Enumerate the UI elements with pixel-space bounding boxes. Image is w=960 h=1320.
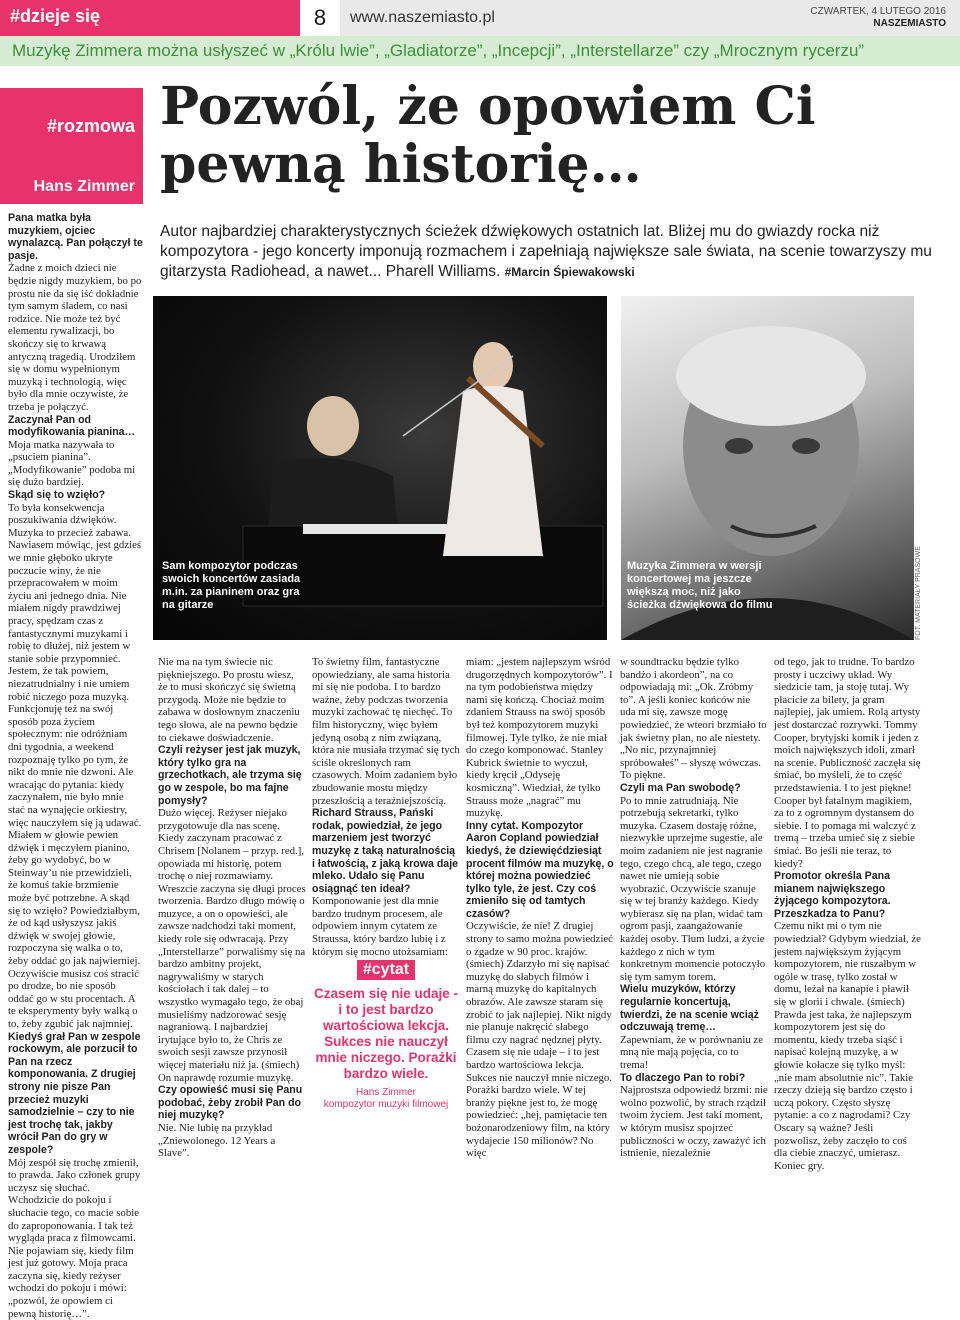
question: Skąd się to wzięło? [8,489,106,502]
pull-quote-role: kompozytor muzyki filmowej [323,1099,449,1110]
question: To dlaczego Pan to robi? [620,1071,746,1084]
answer: miam: „jestem najlepszym wśród drugorzędnych kompozytorów”. I na tym podobieństwa między nami się kończą. Chociaż moim zdaniem Strauss na swój sposób był też kompozytorem muzyki filmowej. Tyle tylko, że nie miał do czego komponować. Stanley Kubrick świetnie to wyczuł, kiedy kręcił „Odyseję kosmiczną”. Wiedział, że tylko Strauss może „nagrać” mu muzykę. [466,656,613,820]
teaser-banner: Muzykę Zimmera można usłyszeć w „Królu lwie”, „Gladiatorze”, „Incepcji”, „Interstellarze” czy „Mrocznym rycerzu” [0,36,960,66]
question: Inny cytat. Kompozytor Aaron Copland powiedział kiedyś, że dziewięćdziesiąt procent filmów ma muzykę, o której można powiedzieć tylko tyle, że jest. Czy coś zmieniło się od tamtych czasów? [466,819,614,920]
pull-quote-name: Hans Zimmer [355,1087,416,1098]
pull-quote-text: Czasem się nie udaje - i to jest bardzo wartościowa lekcja. Sukces nie nauczył mnie niczego. Porażki bardzo wiele. [313,986,459,1081]
brand-name: NASZEMIASTO [873,18,946,29]
question: Kiedyś grał Pan w zespole rockowym, ale porzucił to Pan na rzecz komponowania. Z drugiej strony nie pisze Pan przecież muzyki samodzielnie – czy to nie jest trochę tak, jakby wrócił Pan do gry w zespole? [8,1030,141,1156]
answer: To była konsekwencja poszukiwania dźwięków. Muzyka to przecież zabawa. Nawiasem mówiąc, jest gdzieś we mnie głęboko ukryte poczucie winy, że nie przepracowałem w moim życiu ani jednego dnia. Nie miałem nigdy prawdziwej pracy, spędzam czas z fantastycznymi muzykami i robię to dłużej, niż jestem w stanie sobie przypomnieć. Jestem, że tak powiem, niezatrudnialny i nie umiem robić niczego poza muzyką. Funkcjonuję też na swój sposób poza życiem społecznym: nie odróżniam dni tygodnia, a weekend rozpoznaję tylko po tym, że nikt do mnie nie dzwoni. Ale wracając do pytania: kiedy zaczynałem, nie było mnie stać na wynajęcie orkiestry, więc nauczyłem się ją udawać. Miałem w głowie pewien dźwięk i męczyłem pianino, żeby go wydobyć, bo w Steinway’u nie przewidzieli, że komuś takie brzmienie może być potrzebne. A skąd się to wzięło? Powiedziałbym, że od kąd usłyszysz jakiś dźwięk w swojej głowie, rozpoczyna się walka o to, żeby oddać go jak najwierniej. Oczywiście musisz coś stracić po drodze, bo nie sposób oddać go w stu procentach. A te eksperymenty były walką o to, żeby zgubić jak najmniej. [8,501,142,1030]
question: Wielu muzyków, którzy regularnie koncertują, twierdzi, że na scenie wciąż odczuwają tremę… [620,983,759,1034]
question: Czy opowieść musi się Panu podobać, żeby zrobił Pan do niej muzykę? [158,1084,303,1122]
answer: Nie. Nie lubię na przykład „Zniewolonego. 12 Years a Slave”. [158,1121,276,1160]
answer: od tego, jak to trudne. To bardzo prosty i uczciwy układ. Wy siedzicie tam, ja stoję tutaj. Wy płacicie za bilety, ja gram najlepiej, jak umiem. Rolą artysty jest dostarczać rozrywki. Tommy Cooper, brytyjski komik i jeden z moich największych idoli, zmarł na scenie. Publiczność zaczęła się śmiać, bo myśleli, że to część przedstawienia. I to jest piękne! Cooper był fatalnym magikiem, za to z ogromnym dystansem do siebie. I to pomaga mi walczyć z tremą – trzeba umieć się z siebie śmiać. Bo jeśli nie teraz, to kiedy? [774,656,921,870]
answer: Mój zespół się trochę zmienił, to prawda. Jako członek grupy uczysz się słuchać. Wchodzicie do pokoju i słuchacie tego, co macie sobie do zaproponowania. I tak też wygląda praca z filmowcami. Nie pojawiam się, kiedy film jest już gotowy. Moja praca zaczyna się, kiedy reżyser wchodzi do pokoju i mówi: „pozwól, że opowiem ci pewną historię…”. [8,1156,141,1320]
answer: Najprostsza odpowiedź brzmi: nie wolno pozwolić, by strach rządził twoim życiem. Jest taki moment, w którym musisz spojrzeć publiczności w oczy, zaważyć ich istnienie, niezależnie [620,1084,768,1160]
pull-quote-tag: #cytat [357,960,415,980]
answer: Komponowanie jest dla mnie bardzo trudnym procesem, ale odpowiem innym cytatem ze Straussa, który bardzo lubię i z którym się mocno utożsamiam: [312,895,448,958]
site-url[interactable]: www.naszemiasto.pl [340,0,960,36]
headline: Pozwól, że opowiem Ci pewną historię… [160,76,816,195]
question: Richard Strauss, Pański rodak, powiedział, że jego marzeniem jest tworzyć muzykę z taką naturalnością i łatwością, z jaką krowa daje mleko. Udało się Panu osiągnąć ten ideał? [312,807,459,895]
page-number: 8 [313,5,327,30]
article-column-1 [158,656,306,1160]
photo-caption-concert: Sam kompozytor podczas swoich koncertów zasiada m.in. za pianinem oraz gra na gitarze [162,560,301,611]
answer: To świetny film, fantastyczne opowiedziany, ale sama historia mi się nie podoba. I to bardzo ważne, żeby podczas tworzenia muzyki zachować tę niechęć. To film historyczny, więc byłem jedyną osobą z nim związaną, która nie musiała trzymać się tych ściśle określonych ram czasowych. Moim zadaniem było zbudowanie mostu między przeszłością a teraźniejszością. [312,656,460,807]
lead-paragraph [160,222,940,282]
lead-text: Autor najbardziej charakterystycznych ścieżek dźwiękowych ostatnich lat. Bliżej mu do gwiazdy rocka niż kompozytora - jego koncerty imponują rozmachem i zapełniają największe sale świata, na scenie towarzyszy mu gitarzysta Radiohead, a nawet... Pharell Williams. [160,223,932,280]
article-column-5 [774,656,922,1172]
answer: w soundtracku będzie tylko bandżo i akordeon”, na co odpowiadają mi: „Ok. Zróbmy to”. A jeśli koniec końców nie uda mi się, zawsze mogę powiedzieć, że wteori brzmiało to jak świetny plan, no ale niestety. „No nic, przynajmniej spróbowałeś” – słyszę wówczas. To piękne. [620,656,767,782]
article-column-3 [466,656,614,1160]
interview-tag: #rozmowa [46,116,135,136]
pull-quote [312,960,460,1111]
answer: Moja matka nazywała to „psuciem pianina”. „Modyfikowanie” podoba mi się dużo bardziej. [8,438,136,489]
answer: Żadne z moich dzieci nie będzie nigdy muzykiem, bo po prostu nie da się iść dokładnie tym samym śladem, co nasi rodzice. Nie może też być elementu rywalizacji, bo skończy się to krwawą antyczną tragedią. Urodziłem się w domu wypełnionym muzyką i technologią, więc było dla mnie oczywiste, że trzeba je połączyć. [8,262,142,413]
question: Promotor określa Pana mianem największego żyjącego kompozytora. Przeszkadza to Panu? [774,870,891,920]
answer: Nie ma na tym świecie nic piękniejszego. Po prostu wiesz, że to musi skończyć się świetną przygodą. Może nie będzie to zabawa w dosłownym znaczeniu tego słowa, ale na pewno będzie to ciekawe doświadczenie. [158,656,300,744]
question: Pana matka była muzykiem, ojciec wynalazcą. Pan połączył te pasje. [8,212,143,262]
answer: Zapewniam, że w porównaniu ze mną nie mają pojęcia, co to trema! [620,1033,764,1071]
photo-caption-portrait: Muzyka Zimmera w wersji koncertowej ma jeszcze większą moc, niż jako ścieżka dźwiękowa do filmu [627,560,773,611]
date-block [810,6,946,30]
photo-credit: FOT. MATERIAŁY PRASOWE [915,546,922,640]
lead-author: #Marcin Śpiewakowski [504,265,635,279]
sidebar-column [8,212,143,1320]
question: Czyli ma Pan swobodę? [620,781,741,794]
answer: Oczywiście, że nie! Z drugiej strony to samo można powiedzieć o zgadze w 90 proc. krajów. (śmiech) Zdarzyło mi się napisać muzykę do słabych filmów i marną muzykę do kapitalnych obrazów. Ale zawsze staram się zrobić to jak najlepiej. Nikt nigdy nie planuje nakręcić słabego filmu czy nagrać nędznej płyty. Czasem się nie udaje – i to jest bardzo wartościowa lekcja. Sukces nie nauczył mnie niczego. Porażki bardzo wiele. W tej branży piękne jest to, że mogę powiedzieć: „hej, pamiętacie ten bożonarodzeniowy film, na który wydajecie 150 milionów? No więc [466,920,613,1160]
interview-label [0,88,143,204]
article-column-4 [620,656,768,1160]
question: Zaczynał Pan od modyfikowania pianina… [8,413,136,439]
interviewee-name: Hans Zimmer [33,178,135,195]
answer: Dużo więcej. Reżyser niejako przygotowuje dla nas scenę. Kiedy zaczynam pracować z Chrisem [Nolanem – przyp. red.], opowiada mi historię, potem trochę o niej rozmawiamy. Wreszcie zaczyna się długi proces tworzenia. Bardzo długo mówię o muzyce, a on o opowieści, ale zawsze nadchodzi taki moment, kiedy role się odwracają. Przy „Interstellarze” porwaliśmy się na bardzo ambitny projekt, nagrywaliśmy w starych kościołach i tak dalej – to wszystko wymagało tego, że obaj musieliśmy nadzorować sesję nagraniową. I najbardziej irytujące było to, że Chris ze swoich sesji zawsze przynosił więcej materiału niż ja. (śmiech) On naprawdę rozumie muzykę. [158,807,306,1084]
section-tag: #dzieje się [0,0,300,36]
answer: Po to mnie zatrudniają. Nie potrzebują sekretarki, tylko muzyka. Czasem dostaję różne, niezwykłe uprzejme sugestie, ale moim zadaniem nie jest nagranie tego, czego chcą, ale tego, czego nawet nie umieją sobie wyobrazić. Oczywiście szanuje się w tej branży każdego. Kiedy wybierasz się na plan, widać tam ogrom pasji, zaangażowanie każdej osoby. Tłum ludzi, a życie każdego z nich w tym konkretnym momencie potoczyło się tym samym torem. [620,794,766,983]
answer: Czemu nikt mi o tym nie powiedział? Gdybym wiedział, że jestem największym żyjącym kompozytorem, nie ruszałbym w ogóle w trasę, tylko został w domu, leżał na kanapie i pławił się w glorii i chwale. (śmiech) Prawda jest taka, że najlepszym kompozytorem jest się do momentu, kiedy trzeba siąść i napisać kolejną muzykę, a w głowie kołacze się tylko myśl: „nie mam absolutnie nic”. Takie rzeczy dzieją się bardzo często i uczą pokory. Często słyszę pytanie: a co z nagrodami? Czy Oscary są ważne? Jeśli pozwolisz, żeby zaczęło to coś dla ciebie znaczyć, umierasz. Koniec gry. [774,920,921,1172]
question: Czyli reżyser jest jak muzyk, który tylko gra na grzechotkach, ale trzyma się go w zespole, bo ma fajne pomysły? [158,744,302,807]
issue-date: CZWARTEK, 4 LUTEGO 2016 [810,6,946,17]
